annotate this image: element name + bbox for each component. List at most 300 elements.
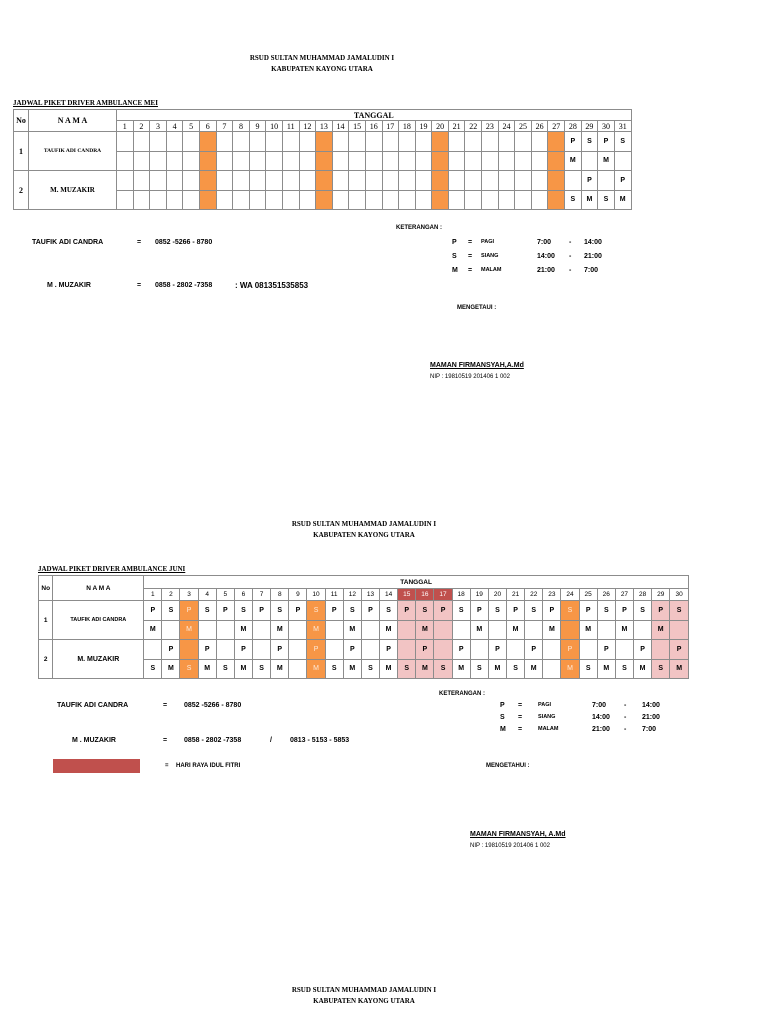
legend-label: SIANG [481, 253, 499, 259]
day-header-12: 12 [299, 121, 316, 132]
shift-cell: S [325, 659, 343, 679]
shift-cell [399, 190, 416, 210]
shift-cell: P [380, 640, 398, 660]
shift-cell: S [416, 601, 434, 621]
shift-cell [448, 190, 465, 210]
shift-cell [325, 640, 343, 660]
shift-cell: P [253, 601, 271, 621]
day-header-29: 29 [581, 121, 598, 132]
shift-cell: M [380, 659, 398, 679]
shift-cell [515, 190, 532, 210]
shift-cell [117, 151, 134, 171]
day-header-13: 13 [316, 121, 333, 132]
shift-cell [216, 171, 233, 191]
shift-cell [289, 659, 307, 679]
day-header-21: 21 [448, 121, 465, 132]
day-header-15: 15 [349, 121, 366, 132]
day-header-30: 30 [598, 121, 615, 132]
juni-schedule-table [38, 575, 689, 679]
day-header-7: 7 [216, 121, 233, 132]
shift-cell: P [216, 601, 234, 621]
shift-cell [652, 640, 670, 660]
shift-cell [162, 620, 180, 640]
shift-cell: M [579, 620, 597, 640]
legend-end: 14:00 [642, 702, 660, 709]
shift-cell: M [598, 151, 615, 171]
shift-cell [565, 171, 582, 191]
shift-cell: P [597, 640, 615, 660]
juni-contact-2-alt-phone: 0813 - 5153 - 5853 [290, 737, 350, 744]
shift-cell: P [361, 601, 379, 621]
shift-cell [316, 171, 333, 191]
legend-start: 14:00 [592, 714, 610, 721]
legend-dash: - [569, 253, 572, 260]
day-header-27: 27 [548, 121, 565, 132]
shift-cell: S [307, 601, 325, 621]
legend-row [500, 702, 680, 712]
day-header-3: 3 [180, 589, 198, 601]
day-header-18: 18 [399, 121, 416, 132]
shift-cell: M [271, 620, 289, 640]
day-header-17: 17 [434, 589, 452, 601]
day-header-11: 11 [325, 589, 343, 601]
shift-cell: S [343, 601, 361, 621]
day-header-21: 21 [507, 589, 525, 601]
shift-cell [361, 640, 379, 660]
shift-cell: M [234, 620, 252, 640]
legend-label: MALAM [538, 726, 559, 732]
shift-cell: P [325, 601, 343, 621]
shift-cell [117, 171, 134, 191]
shift-cell: P [598, 132, 615, 152]
day-header-2: 2 [162, 589, 180, 601]
shift-cell [634, 620, 652, 640]
shift-cell [249, 171, 266, 191]
day-header-22: 22 [525, 589, 543, 601]
shift-cell: P [488, 640, 506, 660]
shift-cell: M [380, 620, 398, 640]
day-header-24: 24 [561, 589, 579, 601]
legend-end: 21:00 [584, 253, 602, 260]
shift-cell: S [598, 190, 615, 210]
shift-cell [266, 151, 283, 171]
day-header-19: 19 [415, 121, 432, 132]
mei-contact-1-eq: = [137, 239, 142, 246]
shift-cell [183, 151, 200, 171]
shift-cell [183, 171, 200, 191]
juni-contact-1-phone: 0852 -5266 - 8780 [184, 702, 242, 709]
shift-cell: P [343, 640, 361, 660]
shift-cell [434, 640, 452, 660]
shift-cell: P [561, 640, 579, 660]
shift-cell [670, 620, 689, 640]
shift-cell: S [634, 601, 652, 621]
mei-keterangan-label: KETERANGAN : [396, 225, 442, 231]
day-header-20: 20 [432, 121, 449, 132]
driver-name: M. MUZAKIR [29, 171, 117, 210]
legend-start: 14:00 [537, 253, 555, 260]
shift-cell [581, 151, 598, 171]
shift-cell [399, 151, 416, 171]
shift-cell: S [579, 659, 597, 679]
shift-cell: M [343, 659, 361, 679]
shift-cell [183, 190, 200, 210]
day-header-31: 31 [614, 121, 631, 132]
shift-cell: P [234, 640, 252, 660]
shift-cell: M [615, 620, 633, 640]
shift-cell [332, 132, 349, 152]
shift-cell: P [652, 601, 670, 621]
legend-label: PAGI [538, 702, 552, 708]
shift-cell [133, 151, 150, 171]
shift-cell: M [614, 190, 631, 210]
shift-cell: P [198, 640, 216, 660]
regency-name: KABUPATEN KAYONG UTARA [271, 65, 373, 73]
shift-cell: M [597, 659, 615, 679]
shift-cell [117, 132, 134, 152]
day-header-24: 24 [498, 121, 515, 132]
shift-cell [579, 640, 597, 660]
shift-cell [498, 151, 515, 171]
shift-cell [398, 620, 416, 640]
day-header-13: 13 [361, 589, 379, 601]
shift-cell [525, 620, 543, 640]
shift-cell [349, 132, 366, 152]
legend-eq: = [518, 702, 523, 709]
legend-row [452, 267, 632, 277]
shift-cell: P [144, 601, 162, 621]
day-header-28: 28 [565, 121, 582, 132]
col-no-header: No [14, 110, 29, 132]
day-header-30: 30 [670, 589, 689, 601]
shift-cell: P [614, 171, 631, 191]
shift-cell: S [565, 190, 582, 210]
shift-cell [465, 151, 482, 171]
col-tanggal-header: TANGGAL [117, 110, 632, 121]
shift-cell: P [670, 640, 689, 660]
shift-cell: S [561, 601, 579, 621]
legend-start: 21:00 [592, 726, 610, 733]
shift-cell: P [634, 640, 652, 660]
shift-cell: S [614, 132, 631, 152]
shift-cell: S [271, 601, 289, 621]
shift-cell [543, 640, 561, 660]
shift-cell [432, 132, 449, 152]
holiday-color-swatch [53, 759, 140, 773]
shift-cell: S [380, 601, 398, 621]
shift-cell [349, 171, 366, 191]
shift-cell [465, 171, 482, 191]
shift-cell [216, 620, 234, 640]
shift-cell [382, 190, 399, 210]
legend-dash: - [624, 702, 627, 709]
shift-cell: P [470, 601, 488, 621]
shift-cell [448, 171, 465, 191]
shift-cell [166, 171, 183, 191]
shift-cell: M [565, 151, 582, 171]
shift-cell [531, 190, 548, 210]
shift-cell [482, 190, 499, 210]
shift-cell [482, 132, 499, 152]
shift-cell: P [416, 640, 434, 660]
day-header-20: 20 [488, 589, 506, 601]
shift-cell: P [289, 601, 307, 621]
shift-cell: S [670, 601, 689, 621]
day-header-8: 8 [233, 121, 250, 132]
day-header-16: 16 [416, 589, 434, 601]
shift-cell [249, 151, 266, 171]
driver-name: M. MUZAKIR [53, 640, 144, 679]
day-header-6: 6 [199, 121, 216, 132]
legend-code: S [500, 714, 505, 721]
shift-cell [548, 151, 565, 171]
shift-cell [597, 620, 615, 640]
day-header-1: 1 [117, 121, 134, 132]
shift-cell [614, 151, 631, 171]
shift-cell [598, 171, 615, 191]
shift-cell [150, 132, 167, 152]
shift-cell [399, 132, 416, 152]
shift-cell: P [507, 601, 525, 621]
shift-cell [365, 190, 382, 210]
shift-cell [382, 171, 399, 191]
day-header-27: 27 [615, 589, 633, 601]
shift-cell: M [416, 659, 434, 679]
legend-dash: - [624, 714, 627, 721]
day-header-8: 8 [271, 589, 289, 601]
driver-name: TAUFIK ADI CANDRA [29, 132, 117, 171]
day-header-2: 2 [133, 121, 150, 132]
juni-contact-2-phone: 0858 - 2802 -7358 [184, 737, 242, 744]
shift-cell [299, 171, 316, 191]
shift-cell [199, 151, 216, 171]
shift-cell [150, 190, 167, 210]
shift-cell [332, 151, 349, 171]
shift-cell: P [525, 640, 543, 660]
legend-start: 7:00 [537, 239, 552, 246]
shift-cell [289, 620, 307, 640]
shift-cell [150, 171, 167, 191]
col-tanggal-header: TANGGAL [144, 576, 689, 589]
shift-cell [332, 171, 349, 191]
shift-cell [365, 171, 382, 191]
shift-cell [415, 171, 432, 191]
shift-cell [465, 190, 482, 210]
holiday-legend-eq: = [165, 763, 169, 769]
shift-cell [452, 620, 470, 640]
shift-cell: M [234, 659, 252, 679]
shift-cell [199, 190, 216, 210]
day-header-25: 25 [579, 589, 597, 601]
mei-contact-2-phone: 0858 - 2802 -7358 [155, 282, 213, 289]
shift-cell [216, 151, 233, 171]
shift-cell: S [488, 601, 506, 621]
legend-end: 7:00 [584, 267, 599, 274]
shift-cell [144, 640, 162, 660]
juni-signer-name: MAMAN FIRMANSYAH, A.Md [470, 831, 566, 838]
shift-cell [382, 132, 399, 152]
shift-cell [361, 620, 379, 640]
mei-header [172, 53, 472, 75]
legend-dash: - [569, 267, 572, 274]
mei-signer-name: MAMAN FIRMANSYAH,A.Md [430, 362, 524, 369]
shift-cell [266, 171, 283, 191]
shift-cell [233, 190, 250, 210]
shift-cell [415, 151, 432, 171]
shift-cell [531, 132, 548, 152]
day-header-3: 3 [150, 121, 167, 132]
col-no-header: No [39, 576, 53, 601]
mei-contact-2-eq: = [137, 282, 142, 289]
day-header-26: 26 [531, 121, 548, 132]
shift-cell [432, 171, 449, 191]
juni-contact-2-separator: / [270, 737, 272, 744]
day-header-10: 10 [307, 589, 325, 601]
juni-contact-2-name: M . MUZAKIR [72, 737, 116, 744]
day-header-7: 7 [253, 589, 271, 601]
col-nama-header: N A M A [53, 576, 144, 601]
shift-cell: S [361, 659, 379, 679]
day-header-19: 19 [470, 589, 488, 601]
day-header-23: 23 [543, 589, 561, 601]
shift-cell: S [581, 132, 598, 152]
shift-cell [349, 151, 366, 171]
shift-cell [253, 620, 271, 640]
shift-cell: P [434, 601, 452, 621]
day-header-14: 14 [332, 121, 349, 132]
legend-end: 21:00 [642, 714, 660, 721]
shift-cell: S [615, 659, 633, 679]
shift-cell [282, 151, 299, 171]
shift-cell [470, 640, 488, 660]
juni-schedule-title: JADWAL PIKET DRIVER AMBULANCE JUNI [38, 565, 186, 573]
shift-cell [166, 132, 183, 152]
shift-cell: S [198, 601, 216, 621]
shift-cell: M [162, 659, 180, 679]
shift-cell: M [144, 620, 162, 640]
shift-cell: P [543, 601, 561, 621]
juni-contact-1-eq: = [163, 702, 168, 709]
day-header-4: 4 [198, 589, 216, 601]
mei-schedule-table [13, 109, 632, 210]
shift-cell [198, 620, 216, 640]
shift-cell: S [180, 659, 198, 679]
shift-cell [166, 190, 183, 210]
shift-cell: S [434, 659, 452, 679]
day-header-22: 22 [465, 121, 482, 132]
day-header-9: 9 [249, 121, 266, 132]
shift-cell [183, 132, 200, 152]
legend-start: 21:00 [537, 267, 555, 274]
legend-label: SIANG [538, 714, 556, 720]
day-header-11: 11 [282, 121, 299, 132]
hospital-name: RSUD SULTAN MUHAMMAD JAMALUDIN I [249, 54, 395, 62]
day-header-17: 17 [382, 121, 399, 132]
day-header-16: 16 [365, 121, 382, 132]
shift-cell [216, 190, 233, 210]
shift-cell: M [271, 659, 289, 679]
legend-code: S [452, 253, 457, 260]
legend-code: M [452, 267, 458, 274]
regency-name: KABUPATEN KAYONG UTARA [313, 997, 415, 1005]
shift-cell [515, 151, 532, 171]
shift-cell [282, 171, 299, 191]
shift-cell: M [561, 659, 579, 679]
holiday-legend-label: HARI RAYA IDUL FITRI [176, 763, 241, 769]
mei-contact-1-name: TAUFIK ADI CANDRA [32, 239, 104, 246]
shift-cell: M [543, 620, 561, 640]
shift-cell [415, 132, 432, 152]
juni-contact-2-eq: = [163, 737, 168, 744]
shift-cell [515, 171, 532, 191]
juni-signer-nip: NIP : 19810519 201406 1 002 [470, 843, 550, 849]
day-header-28: 28 [634, 589, 652, 601]
shift-cell [316, 132, 333, 152]
shift-cell [216, 132, 233, 152]
row-number: 1 [39, 601, 53, 640]
shift-cell: M [488, 659, 506, 679]
shift-cell [448, 132, 465, 152]
hospital-name: RSUD SULTAN MUHAMMAD JAMALUDIN I [291, 986, 437, 994]
shift-cell [615, 640, 633, 660]
day-header-12: 12 [343, 589, 361, 601]
shift-cell [316, 151, 333, 171]
shift-cell [561, 620, 579, 640]
juni-mengetahui-label: MENGETAHUI : [486, 763, 530, 769]
shift-cell: M [507, 620, 525, 640]
row-number: 2 [14, 171, 29, 210]
shift-cell [266, 190, 283, 210]
day-header-5: 5 [183, 121, 200, 132]
juni-keterangan-label: KETERANGAN : [439, 691, 485, 697]
shift-cell [548, 171, 565, 191]
shift-cell [349, 190, 366, 210]
row-number: 1 [14, 132, 29, 171]
shift-cell [233, 151, 250, 171]
shift-cell: P [452, 640, 470, 660]
legend-row [500, 726, 680, 736]
shift-cell [398, 640, 416, 660]
shift-cell [432, 190, 449, 210]
shift-cell: S [652, 659, 670, 679]
shift-cell: S [398, 659, 416, 679]
shift-cell [117, 190, 134, 210]
legend-start: 7:00 [592, 702, 607, 709]
shift-cell [282, 132, 299, 152]
shift-cell [465, 132, 482, 152]
mei-signer-nip: NIP : 19810519 201406 1 002 [430, 374, 510, 380]
shift-cell [299, 151, 316, 171]
shift-cell [249, 132, 266, 152]
shift-cell [233, 132, 250, 152]
shift-cell [282, 190, 299, 210]
day-header-14: 14 [380, 589, 398, 601]
shift-cell: P [307, 640, 325, 660]
shift-cell [299, 190, 316, 210]
legend-code: M [500, 726, 506, 733]
shift-cell [515, 132, 532, 152]
legend-label: MALAM [481, 267, 502, 273]
shift-cell: P [565, 132, 582, 152]
day-header-6: 6 [234, 589, 252, 601]
shift-cell [332, 190, 349, 210]
shift-cell [289, 640, 307, 660]
shift-cell [253, 640, 271, 660]
shift-cell [199, 171, 216, 191]
shift-cell: M [343, 620, 361, 640]
shift-cell: S [525, 601, 543, 621]
shift-cell [299, 132, 316, 152]
